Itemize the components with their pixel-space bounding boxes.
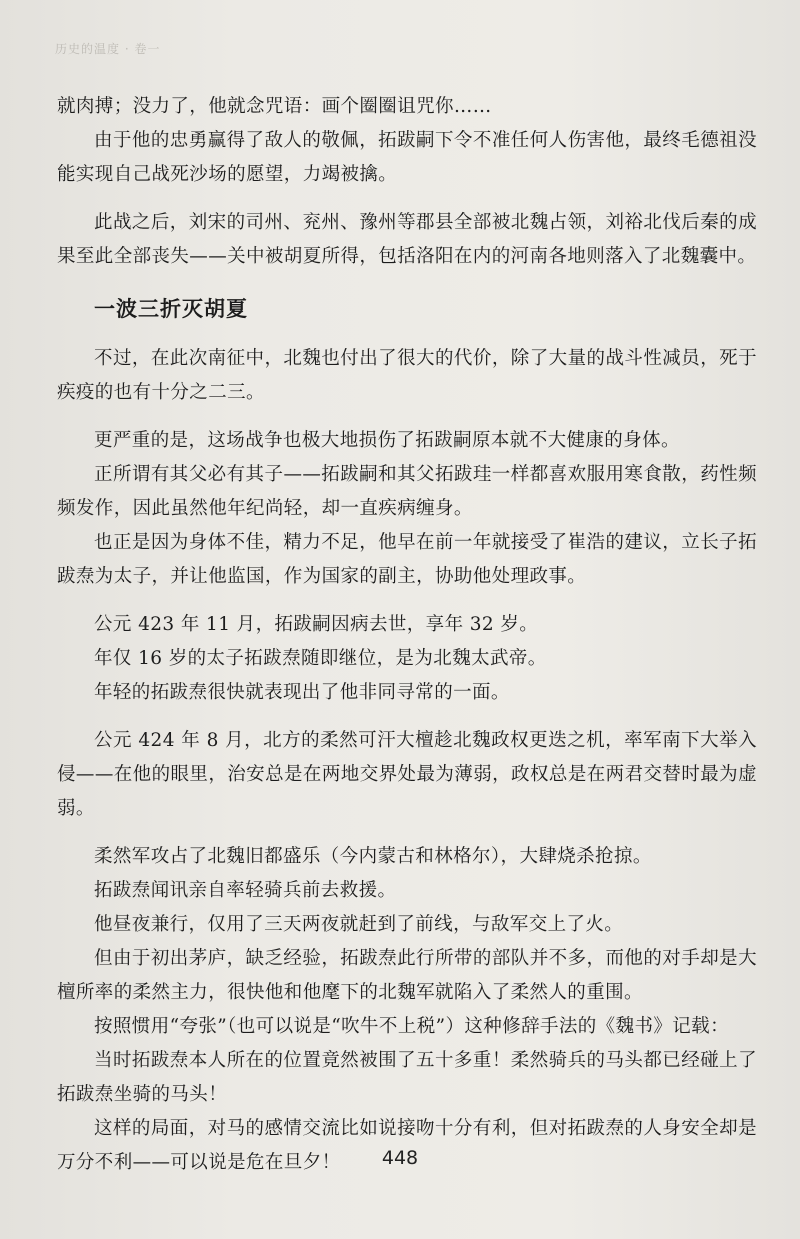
paragraph: 这样的局面，对马的感情交流比如说接吻十分有利，但对拓跋焘的人身安全却是万分不利——可以说是危在旦夕！ <box>57 1118 757 1173</box>
paragraph: 按照惯用“夸张”（也可以说是“吹牛不上税”）这种修辞手法的《魏书》记载： <box>94 1016 729 1037</box>
paragraph: 公元 424 年 8 月，北方的柔然可汗大檀趁北魏政权更迭之机，率军南下大举入侵——在他的眼里，治安总是在两地交界处最为薄弱，政权总是在两君交替时最为虚弱。 <box>57 730 757 819</box>
section-title: 一波三折灭胡夏 <box>94 297 248 321</box>
paragraph: 年轻的拓跋焘很快就表现出了他非同寻常的一面。 <box>94 682 510 703</box>
page-body <box>57 90 757 1180</box>
paragraph: 年仅 16 岁的太子拓跋焘随即继位，是为北魏太武帝。 <box>94 648 547 669</box>
paragraph: 公元 423 年 11 月，拓跋嗣因病去世，享年 32 岁。 <box>94 614 539 635</box>
paragraph: 他昼夜兼行，仅用了三天两夜就赶到了前线，与敌军交上了火。 <box>94 914 624 935</box>
paragraph: 就肉搏；没力了，他就念咒语：画个圈圈诅咒你…… <box>57 96 492 117</box>
paragraph: 更严重的是，这场战争也极大地损伤了拓跋嗣原本就不大健康的身体。 <box>94 430 680 451</box>
paragraph: 拓跋焘闻讯亲自率轻骑兵前去救援。 <box>94 880 397 901</box>
paragraph: 由于他的忠勇赢得了敌人的敬佩，拓跋嗣下令不准任何人伤害他，最终毛德祖没能实现自己战死沙场的愿望，力竭被擒。 <box>57 130 757 185</box>
page-number: 448 <box>381 1147 419 1169</box>
paragraph: 当时拓跋焘本人所在的位置竟然被围了五十多重！柔然骑兵的马头都已经碰上了拓跋焘坐骑的马头！ <box>57 1050 757 1105</box>
running-head: 历史的温度 · 卷一 <box>55 42 161 56</box>
paragraph: 也正是因为身体不佳，精力不足，他早在前一年就接受了崔浩的建议，立长子拓跋焘为太子，并让他监国，作为国家的副主，协助他处理政事。 <box>57 532 757 587</box>
paragraph: 但由于初出茅庐，缺乏经验，拓跋焘此行所带的部队并不多，而他的对手却是大檀所率的柔然主力，很快他和他麾下的北魏军就陷入了柔然人的重围。 <box>57 948 757 1003</box>
paragraph: 此战之后，刘宋的司州、兖州、豫州等郡县全部被北魏占领，刘裕北伐后秦的成果至此全部丧失——关中被胡夏所得，包括洛阳在内的河南各地则落入了北魏囊中。 <box>57 212 757 267</box>
paragraph: 不过，在此次南征中，北魏也付出了很大的代价，除了大量的战斗性减员，死于疾疫的也有十分之二三。 <box>57 348 757 403</box>
paragraph: 正所谓有其父必有其子——拓跋嗣和其父拓跋珪一样都喜欢服用寒食散，药性频频发作，因此虽然他年纪尚轻，却一直疾病缠身。 <box>57 464 757 519</box>
paragraph: 柔然军攻占了北魏旧都盛乐（今内蒙古和林格尔），大肆烧杀抢掠。 <box>94 846 652 867</box>
